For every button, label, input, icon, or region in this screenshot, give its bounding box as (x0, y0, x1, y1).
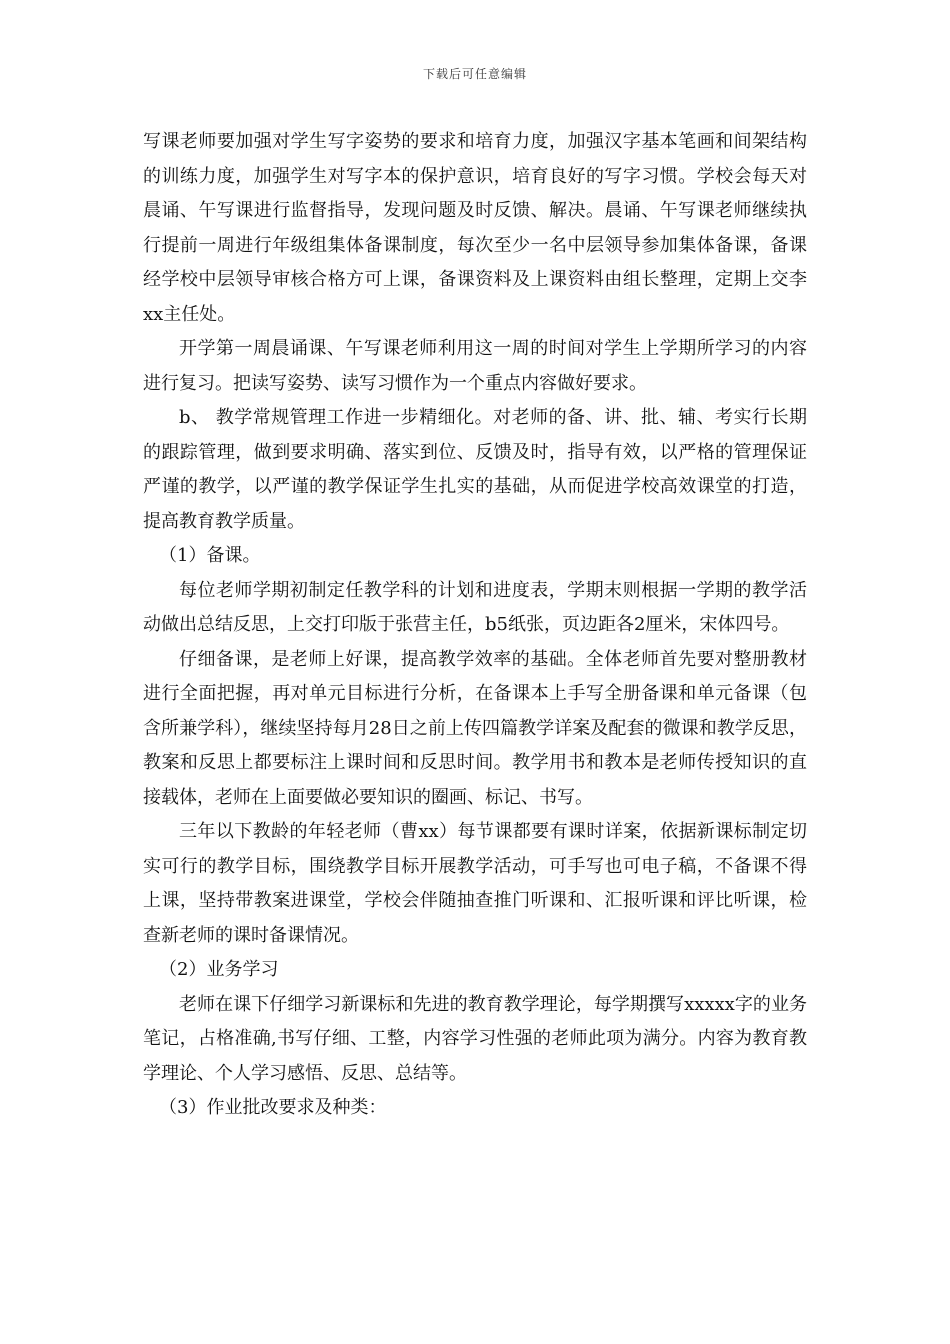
section-heading-homework: （3）作业批改要求及种类： (159, 1097, 387, 1118)
section-heading-professional-study: （2）业务学习 (159, 959, 279, 980)
paragraph-writing-class: 写课老师要加强对学生写字姿势的要求和培育力度，加强汉字基本笔画和间架结构的训练力度，加强学生对写字本的保护意识，培育良好的写字习惯。学校会每天对晨诵、午写课进行监督指导，发现问题及时反馈、解决。晨诵、午写课老师继续执行提前一周进行年级组集体备课制度，每次至少一名中层领导参加集体备课，备课经学校中层领导审核合格方可上课，备课资料及上课资料由组长整理，定期上交李xx主任处。 (143, 131, 807, 325)
paragraph-first-week-review: 开学第一周晨诵课、午写课老师利用这一周的时间对学生上学期所学习的内容进行复习。把读写姿势、读写习惯作为一个重点内容做好要求。 (143, 338, 807, 394)
paragraph-study-notes: 老师在课下仔细学习新课标和先进的教育教学理论，每学期撰写xxxxx字的业务笔记，占格准确,书写仔细、工整，内容学习性强的老师此项为满分。内容为教育教学理论、个人学习感悟、反思、总结等。 (143, 993, 807, 1084)
paragraph-semester-plan: 每位老师学期初制定任教学科的计划和进度表，学期末则根据一学期的教学活动做出总结反思，上交打印版于张营主任，b5纸张，页边距各2厘米，宋体四号。 (143, 579, 807, 635)
paragraph-young-teachers: 三年以下教龄的年轻老师（曹xx）每节课都要有课时详案，依据新课标制定切实可行的教学目标，围绕教学目标开展教学活动，可手写也可电子稿，不备课不得上课，坚持带教案进课堂，学校会伴随抽查推门听课和、汇报听课和评比听课，检查新老师的课时备课情况。 (143, 821, 807, 946)
document-body (143, 125, 807, 1126)
paragraph-careful-prep: 仔细备课，是老师上好课，提高教学效率的基础。全体老师首先要对整册教材进行全面把握，再对单元目标进行分析，在备课本上手写全册备课和单元备课（包含所兼学科），继续坚持每月28日之前上传四篇教学详案及配套的微课和教学反思，教案和反思上都要标注上课时间和反思时间。教学用书和教本是老师传授知识的直接载体，老师在上面要做必要知识的圈画、标记、书写。 (143, 648, 807, 808)
paragraph-teaching-routine: b、 教学常规管理工作进一步精细化。对老师的备、讲、批、辅、考实行长期的跟踪管理，做到要求明确、落实到位、反馈及时，指导有效，以严格的管理保证严谨的教学，以严谨的教学保证学生扎实的基础，从而促进学校高效课堂的打造，提高教育教学质量。 (143, 407, 807, 532)
page-header: 下载后可任意编辑 (422, 67, 527, 81)
section-heading-lesson-prep: （1）备课。 (159, 545, 261, 566)
